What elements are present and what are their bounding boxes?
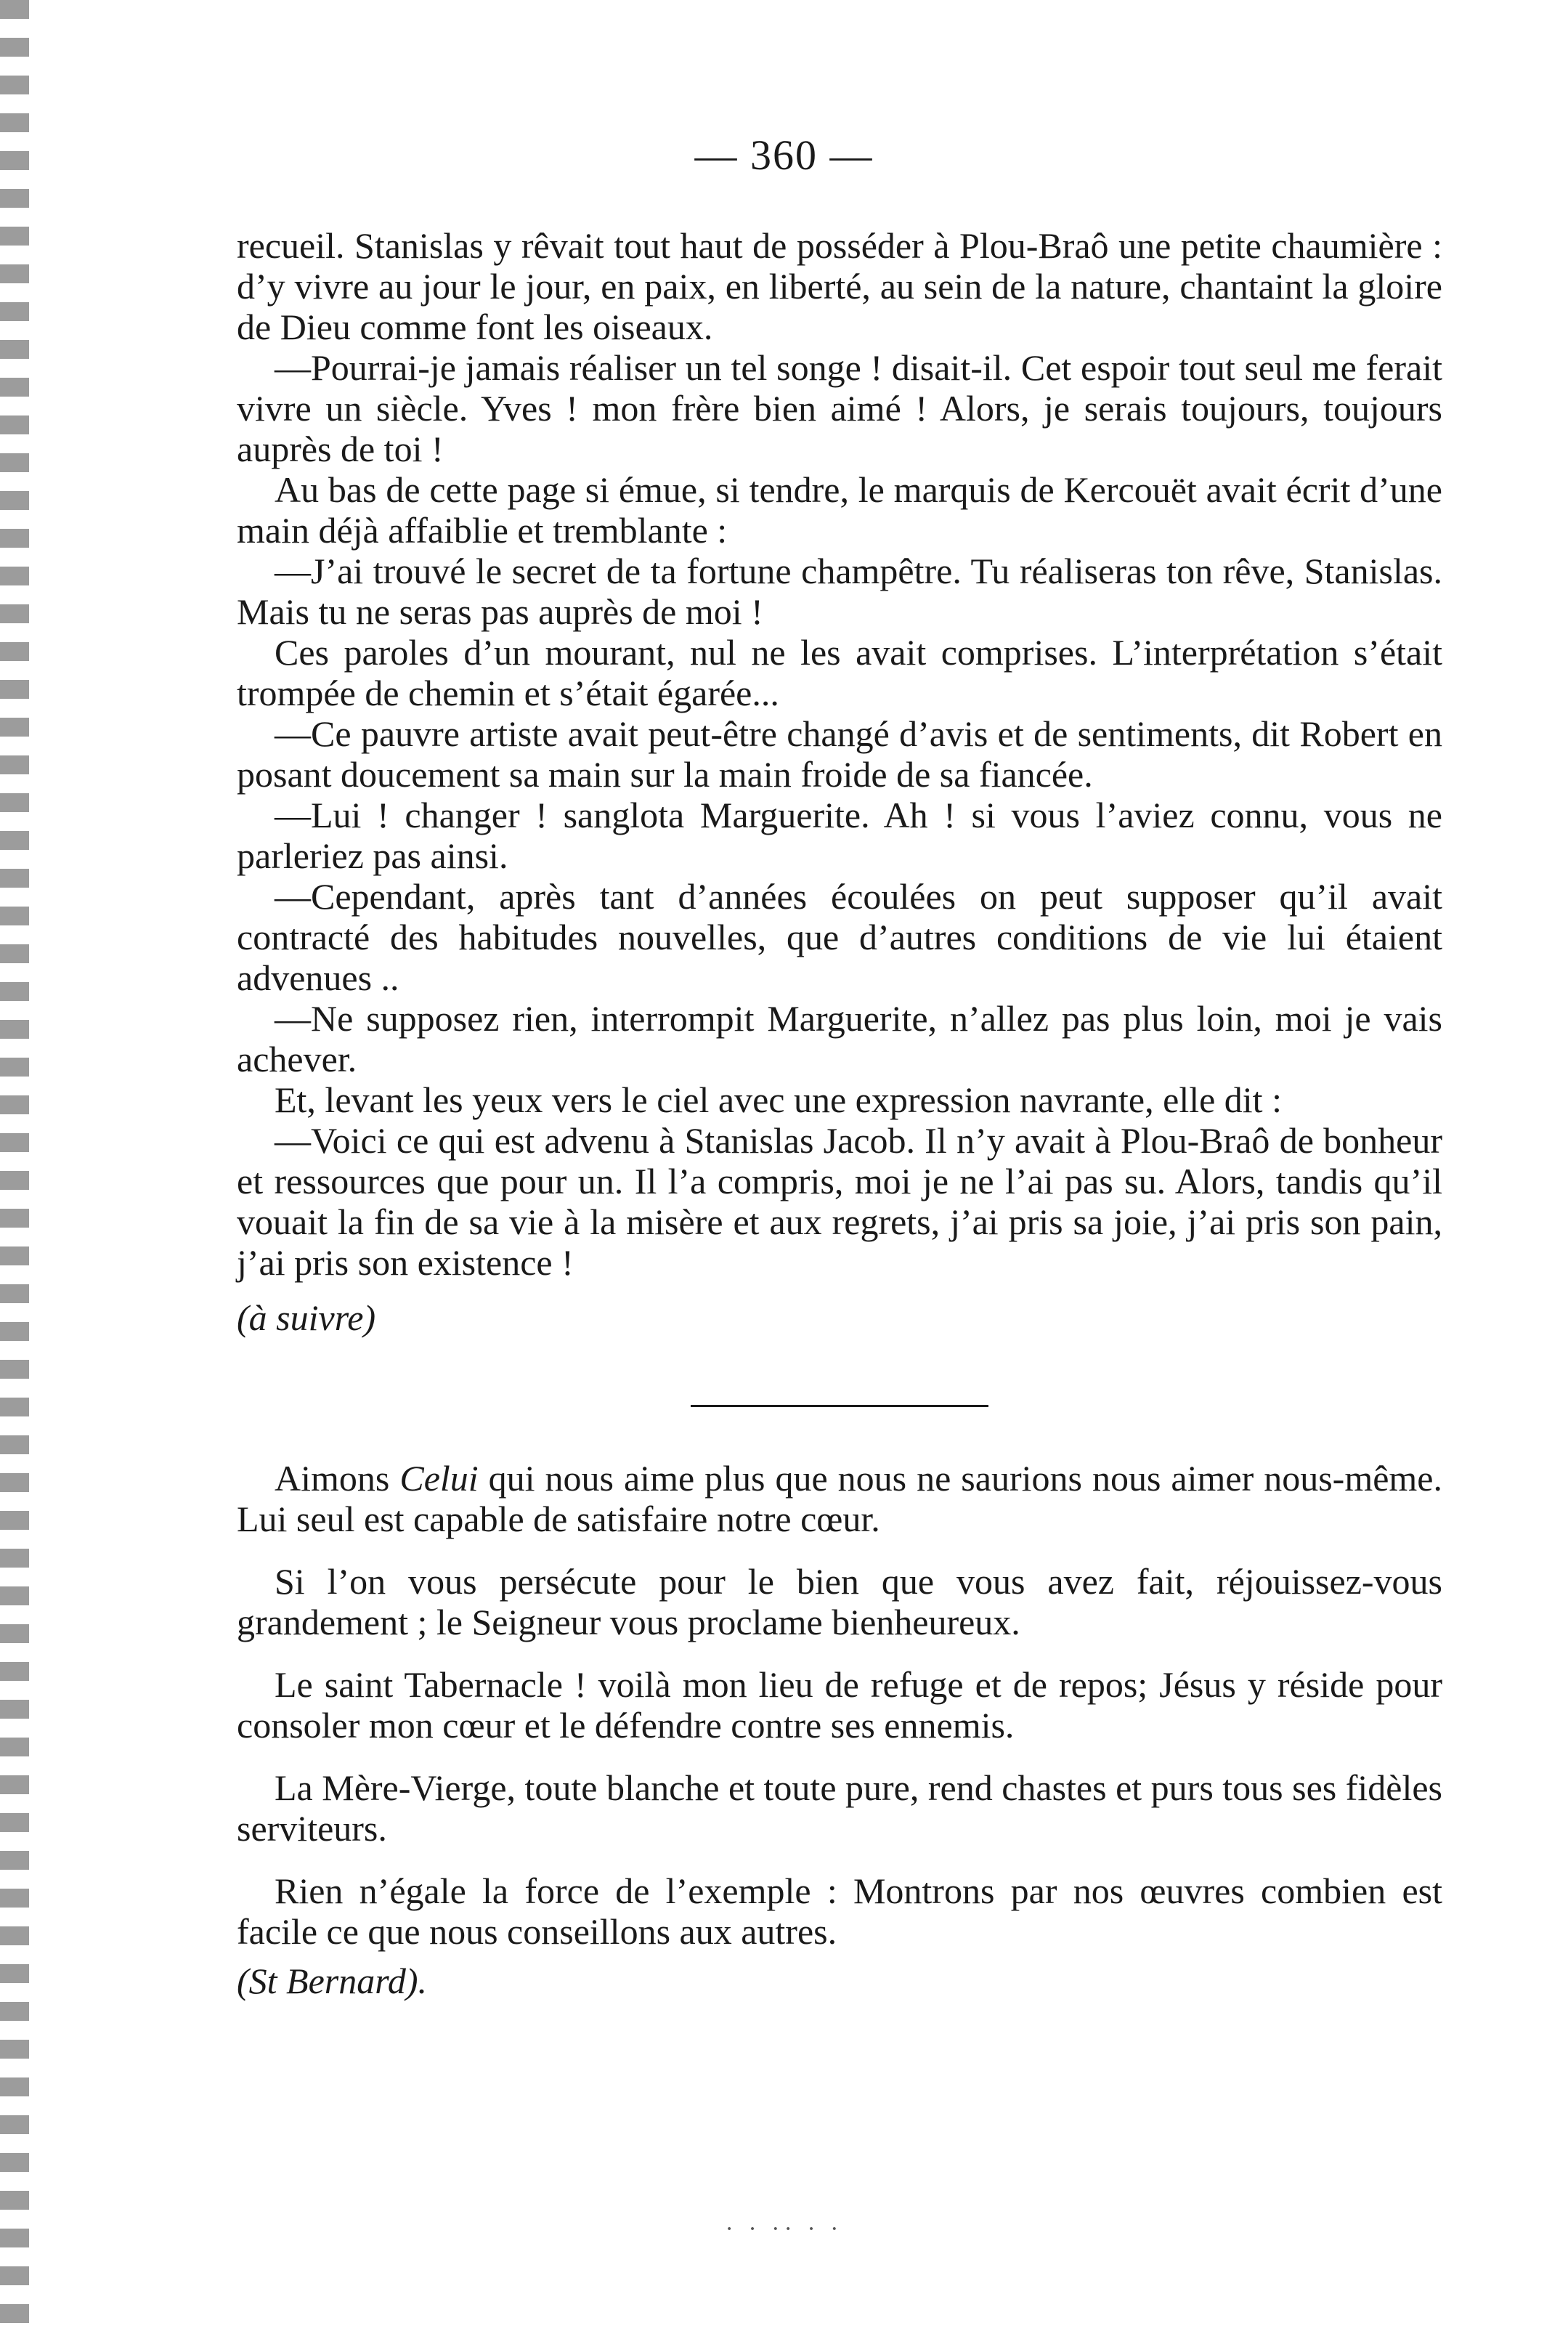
page-body	[237, 225, 1442, 2023]
page-number: — 360 —	[694, 131, 874, 179]
maxim-3: Le saint Tabernacle ! voilà mon lieu de refuge et de repos; Jésus y réside pour consoler mon cœur et le défendre contre ses ennemis.	[237, 1664, 1442, 1746]
maxim-attribution: (St Bernard).	[237, 1961, 427, 2001]
binding-edge	[0, 0, 29, 2339]
story-paragraph: recueil. Stanislas y rêvait tout haut de posséder à Plou-Braô une petite chaumière : d’y vivre au jour le jour, en paix, en liberté, au sein de la nature, chantaint la gloire de Dieu comme font les oiseaux.	[237, 225, 1442, 347]
maxim-2: Si l’on vous persécute pour le bien que vous avez fait, réjouissez-vous grandement ; le Seigneur vous proclame bienheureux.	[237, 1561, 1442, 1642]
story-paragraph: Et, levant les yeux vers le ciel avec une expression navrante, elle dit :	[275, 1079, 1282, 1120]
story-paragraph: —Pourrai-je jamais réaliser un tel songe ! disait-il. Cet espoir tout seul me ferait vivre un siècle. Yves ! mon frère bien aimé ! Alors, je serais toujours, toujours auprès de toi !	[237, 347, 1442, 469]
maxim-4: La Mère-Vierge, toute blanche et toute pure, rend chastes et purs tous ses fidèles serviteurs.	[237, 1767, 1443, 1849]
bottom-ornament: · · ·· · ·	[725, 2216, 843, 2242]
story-paragraph: Ces paroles d’un mourant, nul ne les avait comprises. L’interprétation s’était trompée de chemin et s’était égarée...	[237, 632, 1442, 713]
story-paragraph: —Lui ! changer ! sanglota Marguerite. Ah ! si vous l’aviez connu, vous ne parleriez pas ainsi.	[237, 795, 1442, 876]
story-paragraph: —J’ai trouvé le secret de ta fortune champêtre. Tu réaliseras ton rêve, Stanislas. Mais tu ne seras pas auprès de moi !	[237, 551, 1442, 632]
story-paragraph: Au bas de cette page si émue, si tendre, le marquis de Kercouët avait écrit d’une main déjà affaiblie et tremblante :	[237, 469, 1442, 551]
story-paragraph: —Voici ce qui est advenu à Stanislas Jacob. Il n’y avait à Plou-Braô de bonheur et ressources que pour un. Il l’a compris, moi je ne l’ai pas su. Alors, tandis qu’il vouait la fin de sa vie à la misère et aux regrets, j’ai pris sa joie, j’ai pris son pain, j’ai pris son existence !	[237, 1120, 1442, 1283]
maxim-1-end: qui nous aime plus que nous ne saurions nous aimer nous-même. Lui seul est capable de satisfaire notre cœur.	[237, 1458, 1442, 1539]
maxim-1	[237, 1458, 1442, 1539]
story-paragraph: —Cependant, après tant d’années écoulées on peut supposer qu’il avait contracté des habitudes nouvelles, que d’autres conditions de vie lui étaient advenues ..	[237, 876, 1442, 998]
maxim-1-emphasis: Celui	[399, 1458, 479, 1499]
continued-note: (à suivre)	[237, 1297, 376, 1338]
story-text	[237, 225, 1442, 1338]
story-paragraph: —Ne supposez rien, interrompit Marguerite, n’allez pas plus loin, moi je vais achever.	[237, 998, 1442, 1079]
maxims-section	[237, 1458, 1442, 2001]
maxim-1-start: Aimons	[275, 1458, 400, 1499]
section-divider	[691, 1405, 988, 1407]
story-paragraph: —Ce pauvre artiste avait peut-être changé d’avis et de sentiments, dit Robert en posant doucement sa main sur la main froide de sa fiancée.	[237, 713, 1442, 795]
maxim-5: Rien n’égale la force de l’exemple : Montrons par nos œuvres combien est facile ce que nous conseillons aux autres.	[237, 1870, 1442, 1952]
